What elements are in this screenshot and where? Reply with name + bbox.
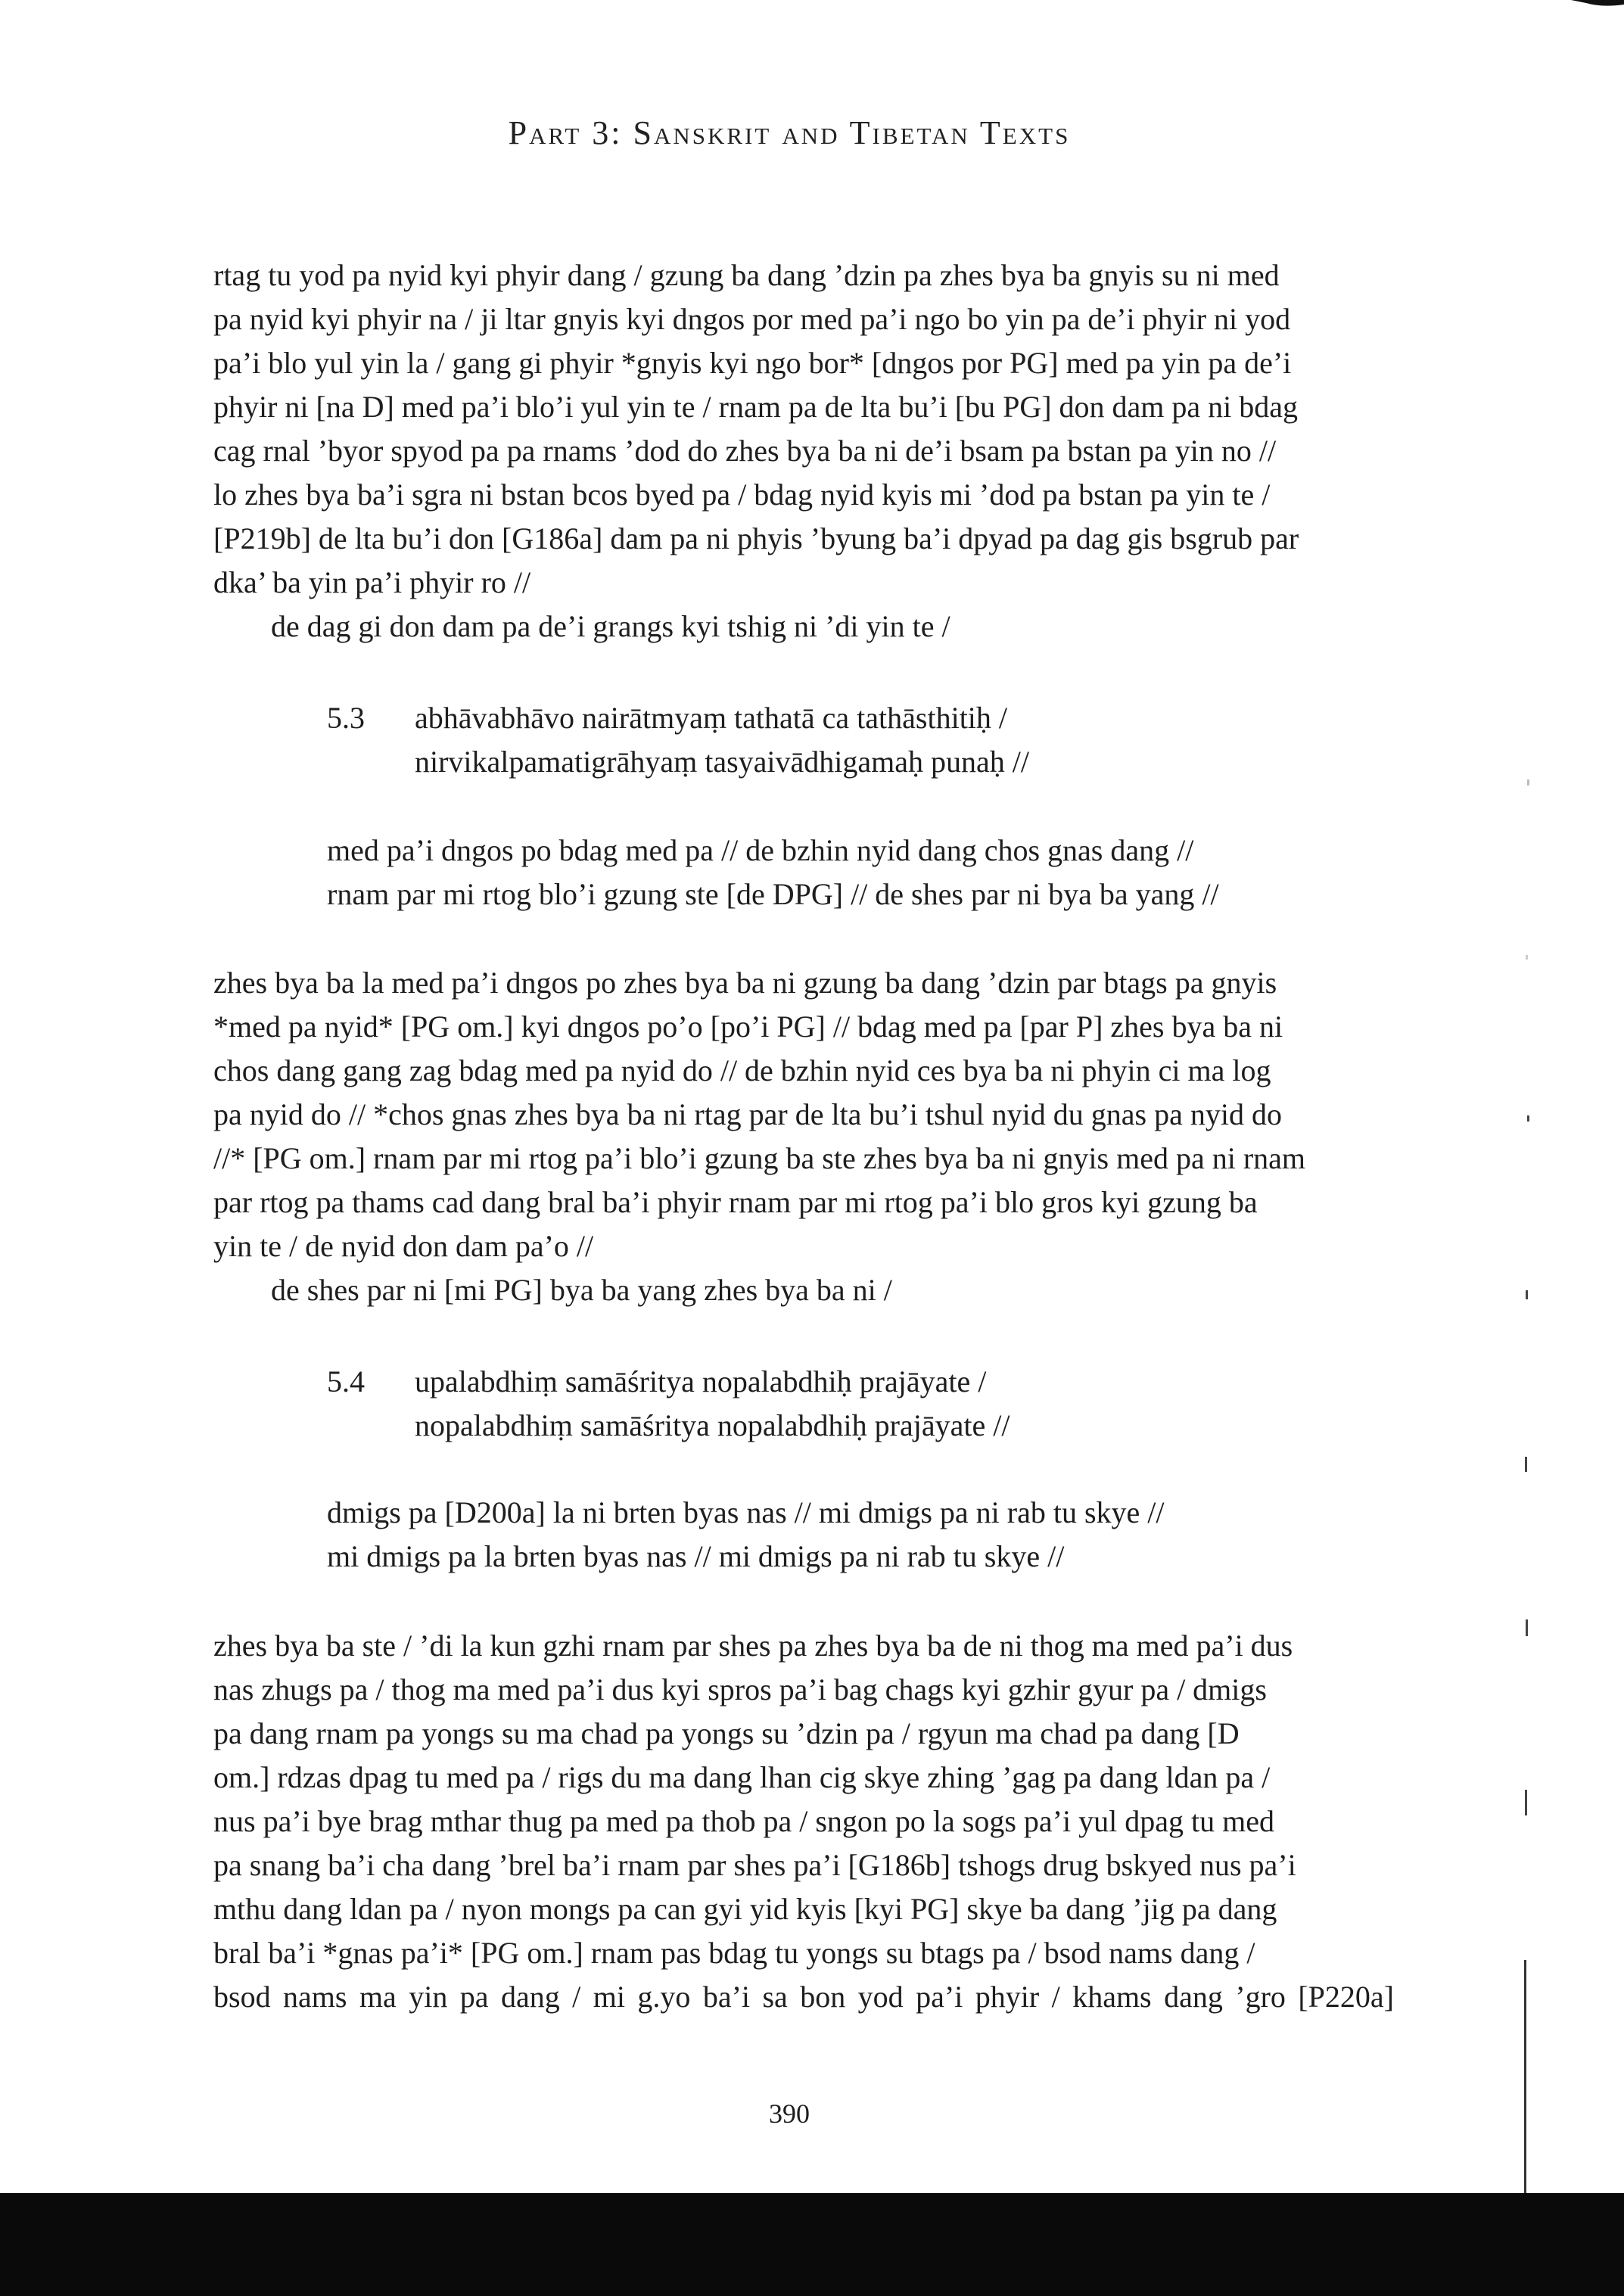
text-line: pa nyid do // *chos gnas zhes bya ba ni rtag par de lta bu’i tshul nyid du gnas pa nyid do xyxy=(213,1097,1282,1131)
scan-speck xyxy=(1526,1290,1528,1299)
text-line: pa snang ba’i cha dang ’brel ba’i rnam par shes pa’i [G186b] tshogs drug bskyed nus pa’i xyxy=(213,1848,1296,1882)
verse-line: med pa’i dngos po bdag med pa // de bzhin nyid dang chos gnas dang // xyxy=(327,833,1194,867)
text-line: yin te / de nyid don dam pa’o // xyxy=(213,1229,594,1263)
page-corner-mark xyxy=(1571,0,1624,15)
text-line: zhes bya ba la med pa’i dngos po zhes bya ba ni gzung ba dang ’dzin par btags pa gnyis xyxy=(213,966,1277,1000)
text-line: zhes bya ba ste / ’di la kun gzhi rnam par shes pa zhes bya ba de ni thog ma med pa’i dus xyxy=(213,1629,1293,1663)
text-line: [P219b] de lta bu’i don [G186a] dam pa ni phyis ’byung ba’i dpyad pa dag gis bsgrub par xyxy=(213,521,1299,555)
verse-number: 5.3 xyxy=(327,701,365,735)
verse-line: nirvikalpamatigrāhyaṃ tasyaivādhigamaḥ punaḥ // xyxy=(415,745,1029,779)
text-line: om.] rdzas dpag tu med pa / rigs du ma dang lhan cig skye zhing ’gag pa dang ldan pa / xyxy=(213,1760,1271,1794)
text-line: cag rnal ’byor spyod pa pa rnams ’dod do zhes bya ba ni de’i bsam pa bstan pa yin no // xyxy=(213,434,1277,468)
tibetan-verse-5-3 xyxy=(327,829,1386,916)
scan-speck xyxy=(1525,1457,1527,1472)
verse-line: mi dmigs pa la brten byas nas // mi dmigs pa ni rab tu skye // xyxy=(327,1539,1065,1573)
verse-line: abhāvabhāvo nairātmyaṃ tathatā ca tathāsthitiḥ / xyxy=(415,701,1008,735)
scan-edge-line xyxy=(1524,1960,1526,2195)
text-line: *med pa nyid* [PG om.] kyi dngos po’o [po’i PG] // bdag med pa [par P] zhes bya ba ni xyxy=(213,1010,1283,1044)
verse-5-4 xyxy=(327,1360,1386,1448)
text-line: mthu dang ldan pa / nyon mongs pa can gyi yid kyis [kyi PG] skye ba dang ’jig pa dang xyxy=(213,1892,1277,1926)
text-line: //* [PG om.] rnam par mi rtog pa’i blo’i gzung ba ste zhes bya ba ni gnyis med pa ni rnam xyxy=(213,1141,1306,1175)
text-line: lo zhes bya ba’i sgra ni bstan bcos byed pa / bdag nyid kyis mi ’dod pa bstan pa yin te / xyxy=(213,478,1271,512)
indented-line: de shes par ni [mi PG] bya ba yang zhes bya ba ni / xyxy=(271,1273,892,1307)
verse-number: 5.4 xyxy=(327,1364,365,1398)
scan-speck xyxy=(1527,1115,1529,1122)
scan-speck xyxy=(1527,779,1529,786)
text-line: pa dang rnam pa yongs su ma chad pa yongs su ’dzin pa / rgyun ma chad pa dang [D xyxy=(213,1716,1240,1750)
scan-speck xyxy=(1526,1619,1528,1636)
text-line: bsod nams ma yin pa dang / mi g.yo ba’i sa bon yod pa’i phyir / khams dang ’gro [P220a] xyxy=(213,1980,1394,2014)
paragraph-2 xyxy=(213,961,1394,1312)
indented-line: de dag gi don dam pa de’i grangs kyi tshig ni ’di yin te / xyxy=(271,609,950,643)
text-line: bral ba’i *gnas pa’i* [PG om.] rnam pas bdag tu yongs su btags pa / bsod nams dang / xyxy=(213,1936,1255,1970)
paragraph-3 xyxy=(213,1624,1394,2019)
text-line: rtag tu yod pa nyid kyi phyir dang / gzung ba dang ’dzin pa zhes bya ba gnyis su ni med xyxy=(213,258,1280,292)
running-head: Part 3: Sanskrit and Tibetan Texts xyxy=(508,114,1071,151)
tibetan-verse-5-4 xyxy=(327,1491,1386,1579)
scan-speck xyxy=(1525,1790,1527,1815)
verse-5-3 xyxy=(327,696,1386,784)
verse-line: upalabdhiṃ samāśritya nopalabdhiḥ prajāyate / xyxy=(415,1364,987,1398)
text-line: par rtog pa thams cad dang bral ba’i phyir rnam par mi rtog pa’i blo gros kyi gzung ba xyxy=(213,1185,1258,1219)
verse-line: rnam par mi rtog blo’i gzung ste [de DPG] // de shes par ni bya ba yang // xyxy=(327,877,1219,911)
verse-line: nopalabdhiṃ samāśritya nopalabdhiḥ prajāyate // xyxy=(415,1408,1010,1442)
paragraph-1 xyxy=(213,254,1394,649)
scan-bottom-border xyxy=(0,2193,1624,2296)
verse-line: dmigs pa [D200a] la ni brten byas nas // mi dmigs pa ni rab tu skye // xyxy=(327,1495,1165,1529)
text-line: phyir ni [na D] med pa’i blo’i yul yin te / rnam pa de lta bu’i [bu PG] don dam pa ni bdag xyxy=(213,390,1299,424)
text-line: pa nyid kyi phyir na / ji ltar gnyis kyi dngos por med pa’i ngo bo yin pa de’i phyir ni yod xyxy=(213,302,1291,336)
text-line: pa’i blo yul yin la / gang gi phyir *gnyis kyi ngo bor* [dngos por PG] med pa yin pa de’i xyxy=(213,346,1292,380)
text-line: nas zhugs pa / thog ma med pa’i dus kyi spros pa’i bag chags kyi gzhir gyur pa / dmigs xyxy=(213,1672,1267,1706)
page-number: 390 xyxy=(769,2098,810,2129)
text-line: chos dang gang zag bdag med pa nyid do // de bzhin nyid ces bya ba ni phyin ci ma log xyxy=(213,1053,1271,1087)
text-line: nus pa’i bye brag mthar thug pa med pa thob pa / sngon po la sogs pa’i yul dpag tu med xyxy=(213,1804,1274,1838)
scan-speck xyxy=(1526,955,1528,960)
text-line: dka’ ba yin pa’i phyir ro // xyxy=(213,565,531,599)
